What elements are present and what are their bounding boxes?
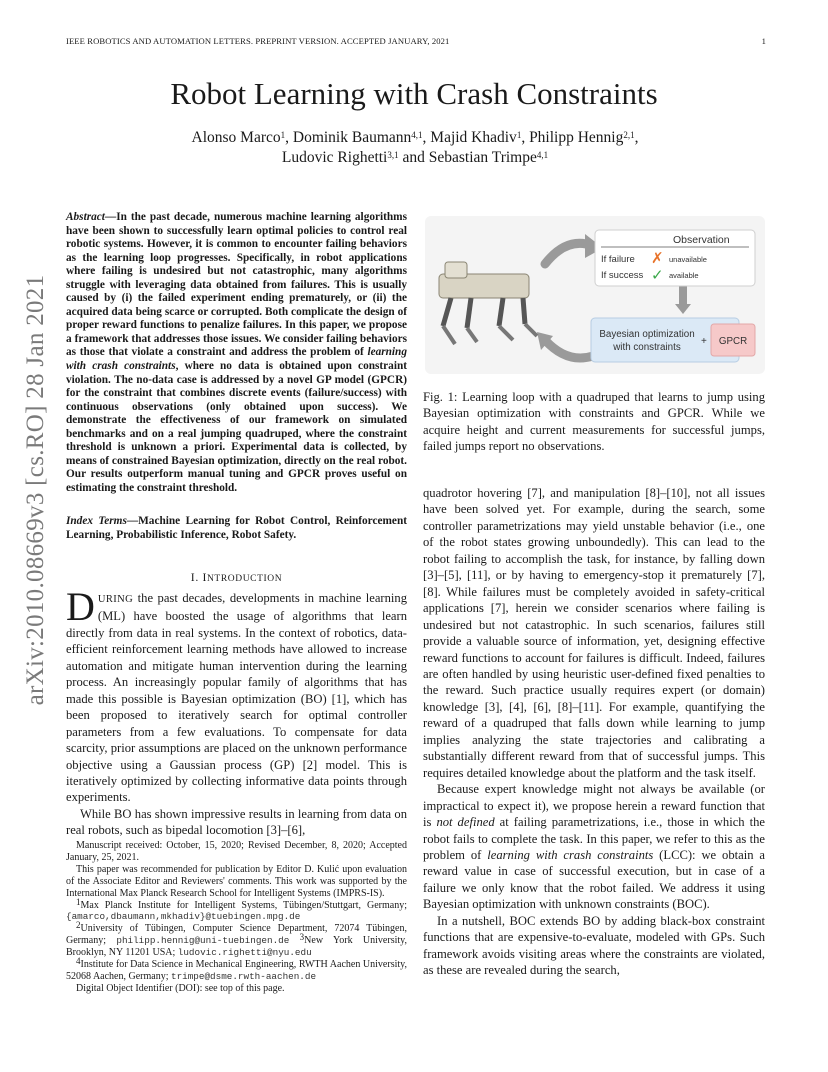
paper-title: Robot Learning with Crash Constraints xyxy=(170,76,658,111)
section-number: I. xyxy=(190,570,203,584)
right-paragraph-1: quadrotor hovering [7], and manipulation [8]–[10], not all issues have been solved yet. For example, during the search, some controller parametrizations may yield unstable behavior (i.e., one of the robot states growing unboundedly). This can lead to the robot failing to accomplish the task, for instance, by falling down [3]–[5], [11], or by having to emergency-stop it prematurely [7], [8]. While failures must be completely avoided in safety-critical applications [7], herein we consider scenarios where failing is undesired but not catastrophic. In such scenarios, failures still provide a valuable source of information, yet, designing effective reward functions to account for failures is difficult. Indeed, failures are often handled by using heuristic user-defined fixed penalties to the reward. Such practice usually requires expert (or domain) knowledge [3], [4], [6], [8]–[11]. For example, quantifying the reward of a quadruped that falls down while learning to jump implies analyzing the state trajectories and calibrating a substantially different reward from that of successful jumps. This requires detailed knowledge about the platform and the task itself. xyxy=(423,486,765,780)
footnote-mark: 1 xyxy=(76,896,81,907)
right-paragraph-3: In a nutshell, BOC extends BO by adding black-box constraint functions that are expensive-to-evaluate, modeled with GPs. Such framework avoids visiting areas where the constraints are violated, as these are revealed during the search, xyxy=(423,913,765,978)
figure-caption xyxy=(423,389,765,455)
index-terms xyxy=(66,515,407,542)
unavailable-label: unavailable xyxy=(669,255,707,264)
quadruped-robot-icon xyxy=(439,262,537,344)
author-affiliation: 1 xyxy=(280,130,286,140)
index-terms-text: —Machine Learning for Robot Control, Reinforcement Learning, Probabilistic Inference, Robot Safety. xyxy=(66,515,407,541)
running-head: IEEE ROBOTICS AND AUTOMATION LETTERS. PREPRINT VERSION. ACCEPTED JANUARY, 2021 xyxy=(66,36,450,46)
affiliation-email: {amarco,dbaumann,mkhadiv}@tuebingen.mpg.de xyxy=(66,911,301,923)
footnote-received: Manuscript received: October, 15, 2020; Revised December, 8, 2020; Accepted January, 25, 2021. xyxy=(66,840,407,863)
loop-arrow-bottom xyxy=(545,340,593,358)
author-affiliation: 2,1 xyxy=(623,130,635,140)
paragraph-text: (LCC): we obtain a reward value in case of successful execution, but in case of a failure we only know that the robot failed. We address it using Bayesian optimization with unknown constraints (BOC). xyxy=(423,847,765,912)
paragraph-text: at failing parametrizations, i.e., those in which the robot fails to complete the task. In this paper, we refer to this as the problem of xyxy=(423,815,765,862)
if-success-label: If success xyxy=(601,270,644,281)
author-name: Philipp Hennig xyxy=(529,129,624,146)
affiliation-text: University of Tübingen, Computer Science Department, 72074 Tübingen, Germany; xyxy=(66,923,407,947)
author-name: Ludovic Righetti xyxy=(281,149,388,166)
paragraph-text: Because expert knowledge might not always be available (or impractical to expect it), we propose herein a reward function that is xyxy=(423,782,765,830)
figure-learning-loop xyxy=(425,216,765,374)
emphasis-text: not defined xyxy=(436,815,495,830)
intro-lead: URING xyxy=(97,594,134,605)
right-paragraph-2 xyxy=(423,781,765,913)
section-title-rest: NTRODUCTION xyxy=(206,574,283,584)
author-separator: and xyxy=(398,149,429,166)
affiliation-text: Max Planck Institute for Intelligent Systems, Tübingen/Stuttgart, Germany; xyxy=(80,899,407,911)
check-icon: ✓ xyxy=(651,266,664,284)
arxiv-identifier: arXiv:2010.08669v3 [cs.RO] 28 Jan 2021 xyxy=(22,274,49,706)
author-name: Dominik Baumann xyxy=(292,129,412,146)
author-affiliation: 4,1 xyxy=(536,150,549,160)
caption-label: Fig. 1: xyxy=(423,390,458,404)
author-separator: , xyxy=(521,129,530,146)
footnote-editor: This paper was recommended for publication by Editor D. Kulić upon evaluation of the Associate Editor and Reviewers' comments. This work was supported by the International Max Planck Research School for Intelligent Systems (IMPRS-IS). xyxy=(66,863,407,899)
footnote-mark: 2 xyxy=(76,920,81,931)
footnote-affiliation-1 xyxy=(66,896,407,924)
intro-paragraph-1 xyxy=(66,584,407,806)
affiliation-email: philipp.hennig@uni-tuebingen.de xyxy=(116,935,290,947)
abstract-text-1: —In the past decade, numerous machine learning algorithms have been shown to successfully learn optimal policies to control real robotic systems. However, it is common to encounter failing behaviors as the learning loop progresses. Specifically, in robot applications where failing is undesired but not catastrophic, many algorithms struggle with leveraging data obtained from failures. This is usually caused by (i) the failed experiment ending prematurely, or (ii) the acquired data being scarce or corrupted. Both complicate the design of proper reward functions to penalize failures. In this paper, we propose a framework that addresses those issues. We consider failing behaviors as those that violate a constraint and address the problem of xyxy=(66,211,407,359)
bo-label-line-2: with constraints xyxy=(613,342,681,353)
section-title-initial: I xyxy=(202,570,207,584)
abstract-label: Abstract xyxy=(66,211,105,223)
footnote-affiliation-4 xyxy=(66,956,407,983)
intro-paragraph-2: While BO has shown impressive results in learning from data on real robots, such as bipedal locomotion [3]–[6], xyxy=(66,806,407,838)
author-list xyxy=(120,128,710,168)
emphasis-text: learning with crash constraints xyxy=(487,847,654,862)
affiliation-email: ludovic.righetti@nyu.edu xyxy=(177,947,312,959)
author-line-2 xyxy=(120,148,710,168)
author-affiliation: 4,1 xyxy=(411,130,423,140)
bo-label-line-1: Bayesian optimization xyxy=(599,329,695,340)
arxiv-sidebar xyxy=(10,205,62,775)
gpcr-label: GPCR xyxy=(718,336,748,347)
author-separator: , xyxy=(422,129,431,146)
introduction-body xyxy=(66,584,407,839)
affiliation-email: trimpe@dsme.rwth-aachen.de xyxy=(170,970,317,982)
author-line-1 xyxy=(120,128,710,148)
footnote-doi: Digital Object Identifier (DOI): see top of this page. xyxy=(76,982,285,994)
author-affiliation: 3,1 xyxy=(387,150,399,160)
author-name: Majid Khadiv xyxy=(430,129,517,146)
footnote-affiliation-2 xyxy=(66,920,408,959)
figure-diagram xyxy=(425,216,765,374)
index-terms-label: Index Terms xyxy=(66,515,127,527)
abstract-italic: learning with crash constraints xyxy=(66,346,407,373)
author-separator: , xyxy=(285,129,293,146)
cross-icon: ✗ xyxy=(651,249,664,267)
plus-sign: + xyxy=(701,336,707,347)
footnote-mark: 3 xyxy=(299,932,305,943)
author-affiliation: 1 xyxy=(516,130,522,140)
author-name: Alonso Marco xyxy=(191,129,281,146)
caption-text: Learning loop with a quadruped that learns to jump using Bayesian optimization with constraints and GPCR. While we acquire height and current measurements for successful jumps, failed jumps report no observations. xyxy=(423,390,765,454)
if-failure-label: If failure xyxy=(601,254,635,265)
page-number: 1 xyxy=(761,36,766,46)
footnote-mark: 4 xyxy=(76,956,81,967)
drop-cap: D xyxy=(66,584,95,629)
abstract-text-2: , where no data is obtained upon constraint violation. The no-data case is addressed by a novel GP model (GPCR) for the constraint that combines discrete events (failure/success) with continuous observations (only obtained upon success). We demonstrate the effectiveness of our framework on simulated benchmarks and on a real jumping quadruped, where the constraint threshold is unknown a priori. Experimental data is collected, by means of constrained Bayesian optimization, directly on the real robot. Our results outperform manual tuning and GPCR proves useful on estimating the constraint threshold. xyxy=(66,360,408,494)
observation-label: Observation xyxy=(673,234,730,246)
available-label: available xyxy=(669,271,699,280)
section-heading-introduction xyxy=(66,570,407,585)
arrow-head-icon xyxy=(675,304,691,314)
footnotes xyxy=(66,840,407,995)
abstract xyxy=(66,211,407,495)
affiliation-text: Institute for Data Science in Mechanical Engineering, RWTH Aachen University, 52068 Aachen, Germany; xyxy=(66,959,407,982)
right-column-body xyxy=(423,485,765,979)
intro-text-1: the past decades, developments in machine learning (ML) have boosted the usage of algorithms that learn directly from data in real systems. In the context of robotics, data-efficient reinforcement learning methods have allowed to increase automation and mitigate human intervention during the learning process. An increasingly popular family of algorithms that has made this possible is Bayesian optimization (BO) [1], which has been proposed to iteratively search for optimal controller parameters from a few evaluations. To compensate for data scarcity, prior assumptions are placed on the unknown performance objective using a Gaussian process (GP) [2] model. This is iteratively optimized by collecting informative data points through experiments. xyxy=(66,591,407,805)
running-header xyxy=(66,36,766,46)
affiliation-text: New York University, Brooklyn, NY 11201 USA; xyxy=(66,935,408,959)
author-name: Sebastian Trimpe xyxy=(428,149,537,166)
author-separator: , xyxy=(634,129,639,146)
